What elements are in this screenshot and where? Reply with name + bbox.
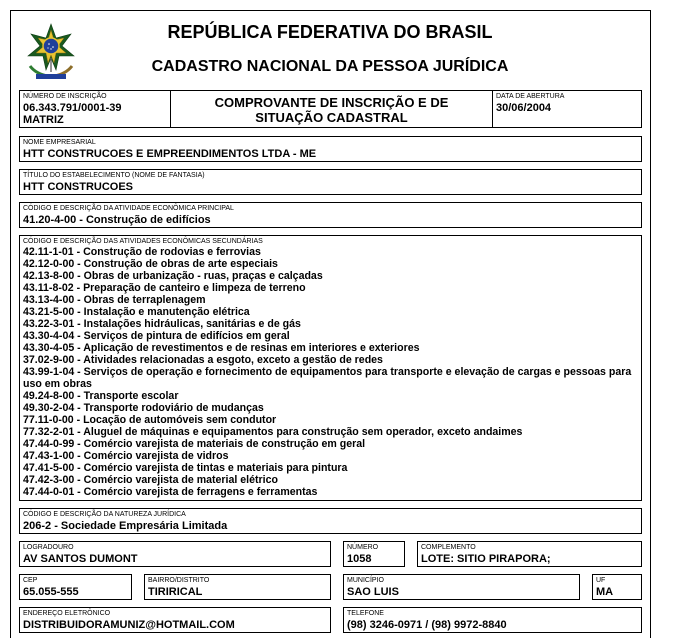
abertura-value: 30/06/2004 (496, 102, 552, 114)
atividades-secundarias-list (23, 246, 638, 498)
list-item: 42.11-1-01 - Construção de rodovias e ferrovias (23, 246, 261, 258)
nome-empresarial-value: HTT CONSTRUCOES E EMPREENDIMENTOS LTDA - ME (23, 148, 317, 160)
list-item: 47.43-1-00 - Comércio varejista de vidros (23, 450, 229, 462)
bairro-box (144, 574, 331, 600)
natureza-juridica-value: 206-2 - Sociedade Empresária Limitada (23, 520, 228, 532)
fantasia-label: TÍTULO DO ESTABELECIMENTO (NOME DE FANTASIA) (23, 172, 205, 179)
list-item: 43.22-3-01 - Instalações hidráulicas, sanitárias e de gás (23, 318, 301, 330)
numero-label: NÚMERO (347, 544, 379, 551)
uf-label: UF (596, 577, 606, 584)
atividades-secundarias-box (19, 235, 642, 501)
email-label: ENDEREÇO ELETRÔNICO (23, 610, 111, 617)
page-subtitle: CADASTRO NACIONAL DA PESSOA JURÍDICA (151, 58, 509, 75)
bairro-value: TIRIRICAL (148, 586, 203, 598)
atividade-principal-box (19, 202, 642, 228)
abertura-label: DATA DE ABERTURA (496, 93, 565, 100)
numero-box (343, 541, 405, 567)
list-item: 77.32-2-01 - Aluguel de máquinas e equipamentos para construção sem operador, exceto andaimes (23, 426, 523, 438)
complemento-box (417, 541, 642, 567)
municipio-label: MUNICÍPIO (347, 577, 384, 584)
list-item: 47.44-0-01 - Comércio varejista de ferragens e ferramentas (23, 486, 318, 498)
list-item: 42.13-8-00 - Obras de urbanização - ruas, praças e calçadas (23, 270, 323, 282)
telefone-box (343, 607, 642, 633)
list-item: 47.42-3-00 - Comércio varejista de material elétrico (23, 474, 278, 486)
atividade-principal-value: 41.20-4-00 - Construção de edifícios (23, 214, 211, 226)
uf-box (592, 574, 642, 600)
telefone-value: (98) 3246-0971 / (98) 9972-8840 (347, 619, 507, 631)
list-item: 43.30-4-05 - Aplicação de revestimentos e de resinas em interiores e exteriores (23, 342, 420, 354)
fantasia-box (19, 169, 642, 195)
list-item: 43.21-5-00 - Instalação e manutenção elétrica (23, 306, 250, 318)
list-item: 42.12-0-00 - Construção de obras de arte especiais (23, 258, 278, 270)
page-title: REPÚBLICA FEDERATIVA DO BRASIL (167, 22, 493, 42)
inscricao-type: MATRIZ (23, 114, 64, 126)
email-value: DISTRIBUIDORAMUNIZ@HOTMAIL.COM (23, 619, 235, 631)
list-item: 47.44-0-99 - Comércio varejista de materiais de construção em geral (23, 438, 366, 450)
fantasia-value: HTT CONSTRUCOES (23, 181, 133, 193)
list-item: 47.41-5-00 - Comércio varejista de tintas e materiais para pintura (23, 462, 348, 474)
numero-value: 1058 (347, 553, 372, 565)
logradouro-value: AV SANTOS DUMONT (23, 553, 138, 565)
list-item: 43.30-4-04 - Serviços de pintura de edifícios em geral (23, 330, 290, 342)
natureza-juridica-label: CÓDIGO E DESCRIÇÃO DA NATUREZA JURÍDICA (23, 511, 186, 518)
atividade-principal-label: CÓDIGO E DESCRIÇÃO DA ATIVIDADE ECONÔMICA PRINCIPAL (23, 205, 234, 212)
cep-value: 65.055-555 (23, 586, 79, 598)
cep-box (19, 574, 132, 600)
nome-empresarial-label: NOME EMPRESARIAL (23, 139, 96, 146)
list-item: 49.24-8-00 - Transporte escolar (23, 390, 179, 402)
inscricao-label: NÚMERO DE INSCRIÇÃO (23, 93, 107, 100)
list-item: 43.11-8-02 - Preparação de canteiro e limpeza de terreno (23, 282, 306, 294)
cep-label: CEP (23, 577, 38, 584)
complemento-label: COMPLEMENTO (421, 544, 476, 551)
atividades-secundarias-label: CÓDIGO E DESCRIÇÃO DAS ATIVIDADES ECONÔMICAS SECUNDÁRIAS (23, 238, 263, 245)
logradouro-box (19, 541, 331, 567)
abertura-box (492, 90, 642, 128)
list-item: 49.30-2-04 - Transporte rodoviário de mudanças (23, 402, 264, 414)
list-item: 43.13-4-00 - Obras de terraplenagem (23, 294, 206, 306)
uf-value: MA (596, 586, 614, 598)
telefone-label: TELEFONE (347, 610, 384, 617)
natureza-juridica-box (19, 508, 642, 534)
nome-empresarial-box (19, 136, 642, 162)
comprovante-title-line1: COMPROVANTE DE INSCRIÇÃO E DE (214, 95, 449, 110)
bairro-label: BAIRRO/DISTRITO (148, 577, 210, 584)
inscricao-number: 06.343.791/0001-39 (23, 102, 122, 114)
brazil-coat-of-arms-icon (24, 22, 78, 82)
comprovante-box (170, 90, 493, 128)
list-item: 77.11-0-00 - Locação de automóveis sem condutor (23, 414, 277, 426)
list-item: 37.02-9-00 - Atividades relacionadas a esgoto, exceto a gestão de redes (23, 354, 383, 366)
logradouro-label: LOGRADOURO (23, 544, 74, 551)
list-item: 43.99-1-04 - Serviços de operação e fornecimento de equipamentos para transporte e elevação de cargas e pessoas para uso em obras (23, 366, 632, 390)
comprovante-title-line2: SITUAÇÃO CADASTRAL (255, 110, 408, 125)
complemento-value: LOTE: SITIO PIRAPORA; (421, 553, 551, 565)
municipio-value: SAO LUIS (347, 586, 399, 598)
municipio-box (343, 574, 580, 600)
email-box (19, 607, 331, 633)
inscricao-box (19, 90, 171, 128)
